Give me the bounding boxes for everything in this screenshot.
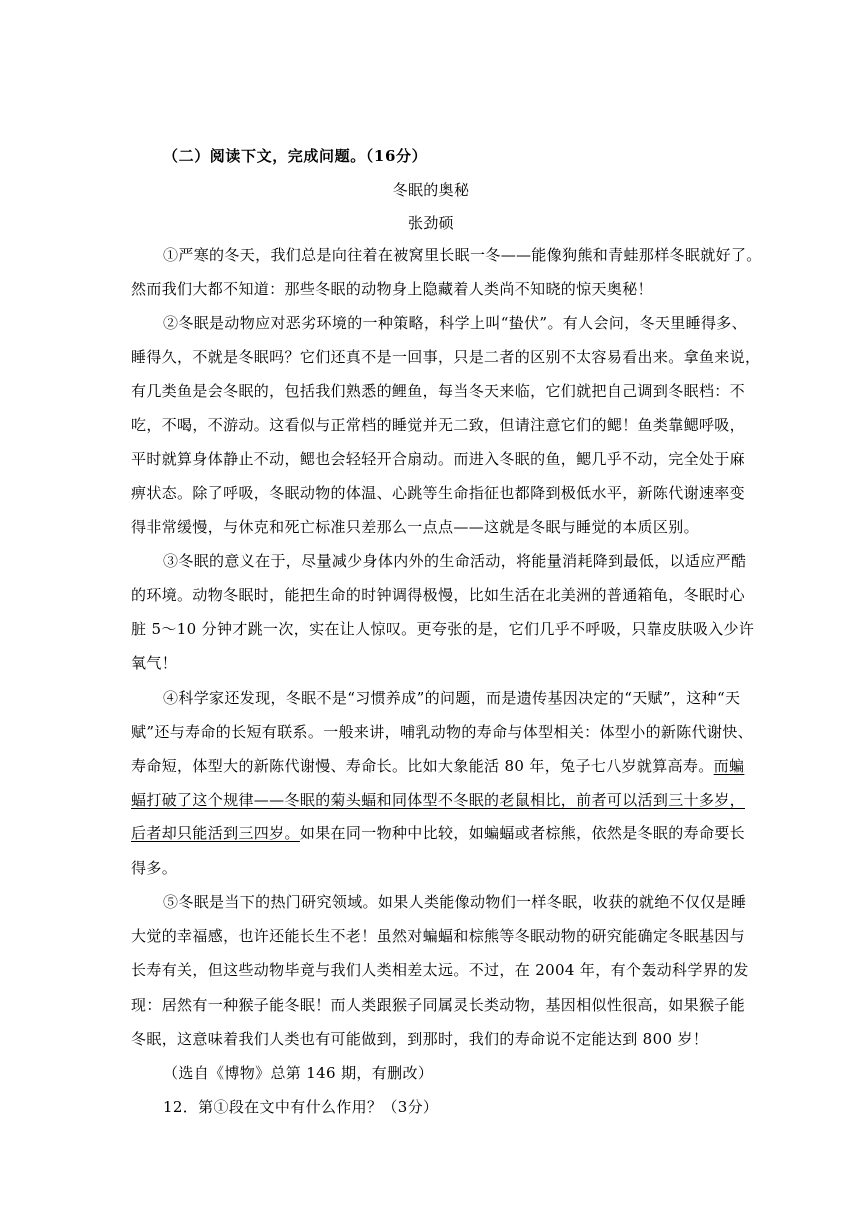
paragraph-5-line: ⑤冬眠是当下的热门研究领域。如果人类能像动物们一样冬眠，收获的就绝不仅仅是睡 (163, 893, 747, 911)
paragraph-2-line: 痹状态。除了呼吸，冬眠动物的体温、心跳等生命指征也都降到极低水平，新陈代谢速率变 (131, 484, 746, 502)
paragraph-1-line: ①严寒的冬天，我们总是向往着在被窝里长眠一冬——能像狗熊和青蛙那样冬眠就好了。 (163, 246, 762, 264)
article-title: 冬眠的奥秘 (392, 181, 470, 199)
underlined-sentence: 而蝙 (713, 757, 745, 775)
paragraph-4-line (131, 756, 745, 776)
paragraph-4-line: 赋”还与寿命的长短有联系。一般来讲，哺乳动物的寿命与体型相关：体型小的新陈代谢快、 (131, 723, 754, 741)
paragraph-2-line: 睡得久，不就是冬眠吗？它们还真不是一回事，只是二者的区别不太容易看出来。拿鱼来说， (131, 348, 761, 366)
paragraph-1-line: 然而我们大都不知道：那些冬眠的动物身上隐藏着人类尚不知晓的惊天奥秘！ (131, 280, 653, 298)
paragraph-5-line: 大觉的幸福感，也许还能长生不老！虽然对蝙蝠和棕熊等冬眠动物的研究能确定冬眠基因与 (131, 927, 746, 945)
paragraph-5-line: 冬眠，这意味着我们人类也有可能做到，到那时，我们的寿命说不定能达到 800 岁！ (131, 1030, 709, 1048)
paragraph-3-line: 氧气！ (131, 654, 178, 672)
paragraph-2-line: 平时就算身体静止不动，鳃也会轻轻开合扇动。而进入冬眠的鱼，鳃几乎不动，完全处于麻 (131, 450, 746, 468)
paragraph-5-line: 长寿有关，但这些动物毕竟与我们人类相差太远。不过，在 2004 年，有个轰动科学界的发 (131, 961, 749, 979)
paragraph-4-line: ④科学家还发现，冬眠不是“习惯养成”的问题，而是遗传基因决定的“天赋”，这种“天 (163, 689, 741, 707)
paragraph-4-text: 如果在同一物种中比较，如蝙蝠或者棕熊，依然是冬眠的寿命要长 (299, 824, 746, 842)
paragraph-2-line: 有几类鱼是会冬眠的，包括我们熟悉的鲤鱼，每当冬天来临，它们就把自己调到冬眠档：不 (131, 382, 746, 400)
paragraph-4-line (131, 823, 746, 843)
paragraph-4-text: 寿命短，体型大的新陈代谢慢、寿命长。比如大象能活 80 年，兔子七八岁就算高寿。 (131, 757, 714, 775)
paragraph-2-line: 得非常缓慢，与休克和死亡标准只差那么一点点——这就是冬眠与睡觉的本质区别。 (131, 518, 699, 536)
question-12: 12．第①段在文中有什么作用？（3分） (163, 1098, 439, 1116)
paragraph-2-line: ②冬眠是动物应对恶劣环境的一种策略，科学上叫“蛰伏”。有人会问，冬天里睡得多、 (163, 314, 747, 332)
paragraph-5-line: 现：居然有一种猴子能冬眠！而人类跟猴子同属灵长类动物，基因相似性很高，如果猴子能 (131, 996, 746, 1014)
article-source: （选自《博物》总第 146 期，有删改） (163, 1064, 434, 1082)
paragraph-3-line: ③冬眠的意义在于，尽量减少身体内外的生命活动，将能量消耗降到最低，以适应严酷 (163, 552, 747, 570)
paragraph-4-line: 得多。 (131, 859, 178, 877)
paragraph-3-line: 的环境。动物冬眠时，能把生命的时钟调得极慢，比如生活在北美洲的普通箱龟，冬眠时心 (131, 586, 746, 604)
paragraph-3-line: 脏 5～10 分钟才跳一次，实在让人惊叹。更夸张的是，它们几乎不呼吸，只靠皮肤吸入少许 (131, 620, 755, 638)
section-heading: （二）阅读下文，完成问题。（16分） (163, 147, 428, 165)
underlined-sentence: 蝠打破了这个规律——冬眠的菊头蝠和同体型不冬眠的老鼠相比，前者可以活到三十多岁， (131, 791, 746, 809)
paragraph-2-line: 吃，不喝，不游动。这看似与正常档的睡觉并无二致，但请注意它们的鳃！鱼类靠鳃呼吸， (131, 416, 746, 434)
article-author: 张劲硕 (407, 214, 455, 232)
underlined-sentence: 后者却只能活到三四岁。 (131, 824, 300, 842)
